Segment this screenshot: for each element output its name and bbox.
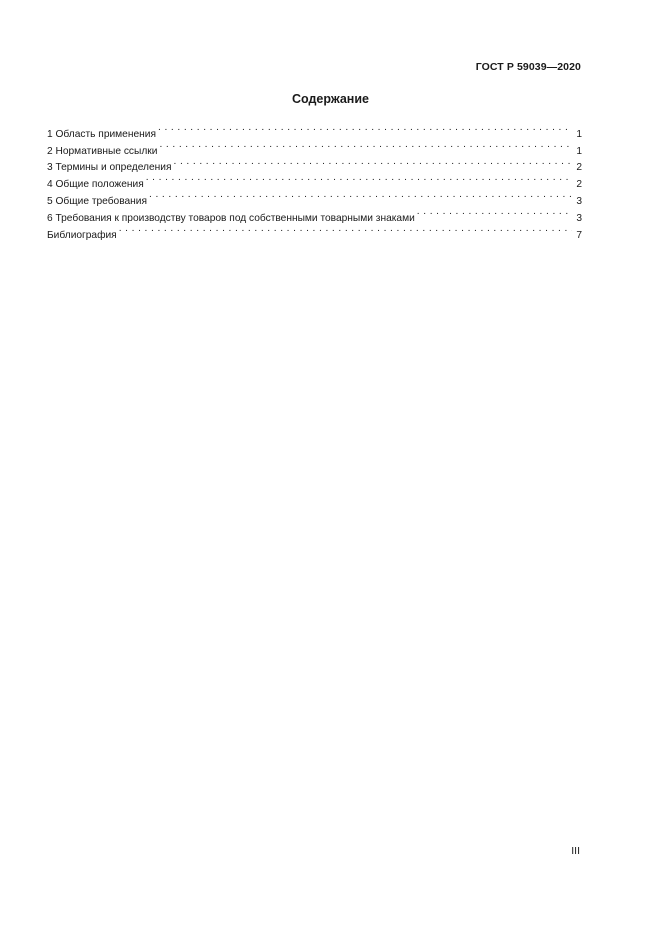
dot-leader [119, 221, 572, 238]
toc-item-page: 1 [576, 145, 582, 157]
toc-item-label: 1 Область применения [47, 128, 156, 140]
toc-item-page: 1 [576, 128, 582, 140]
toc-item-label: Библиография [47, 229, 117, 241]
table-of-contents [47, 120, 582, 241]
toc-item-label: 2 Нормативные ссылки [47, 145, 158, 157]
toc-item-label: 5 Общие требования [47, 195, 148, 207]
document-code-header: ГОСТ Р 59039—2020 [475, 61, 581, 73]
toc-item-page: 3 [576, 195, 582, 207]
toc-item-page: 7 [576, 229, 582, 241]
toc-item-page: 3 [576, 212, 582, 224]
toc-item-label: 3 Термины и определения [47, 162, 172, 174]
dot-leader [149, 187, 572, 204]
toc-item-label: 4 Общие положения [47, 179, 144, 191]
dot-leader [146, 170, 572, 187]
dot-leader [159, 137, 572, 154]
dot-leader [173, 154, 572, 171]
toc-title: Содержание [291, 92, 369, 106]
toc-item-label: 6 Требования к производству товаров под собственными товарными знаками [47, 212, 415, 224]
page-number: III [571, 845, 580, 857]
dot-leader [158, 120, 572, 137]
toc-item-page: 2 [576, 162, 582, 174]
toc-item-page: 2 [576, 179, 582, 191]
toc-item-bibliography[interactable] [47, 221, 582, 241]
dot-leader [417, 204, 572, 221]
toc-item-scope[interactable] [47, 120, 582, 140]
